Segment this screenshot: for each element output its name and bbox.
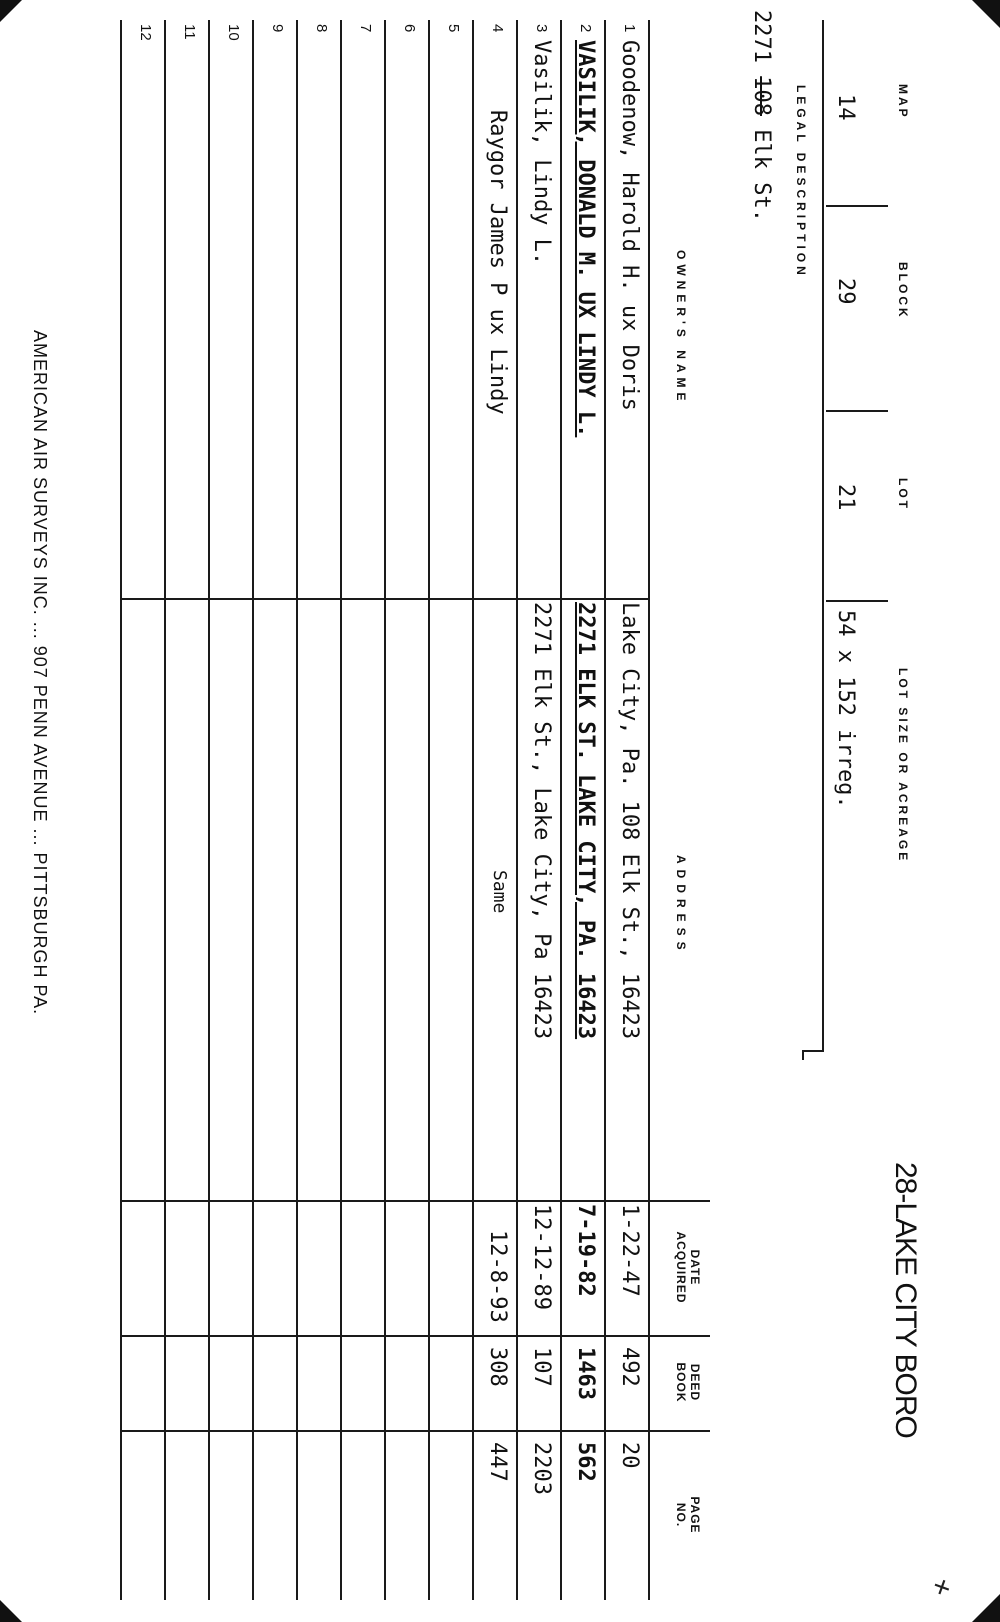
- municipality-title: 28-LAKE CITY BORO: [889, 1162, 922, 1438]
- owner-name: Vasilik, Lindy L.: [529, 40, 554, 266]
- row-number: 2: [577, 24, 594, 33]
- row-number: 3: [533, 24, 550, 33]
- corner-mark: +: [922, 1573, 960, 1601]
- row-divider: [120, 20, 122, 1600]
- column-header-book-line: DEED: [688, 1363, 702, 1402]
- date-acquired: 7-19-82: [573, 1204, 598, 1297]
- row-number: 9: [269, 24, 286, 33]
- date-acquired: 12-8-93: [485, 1230, 510, 1323]
- column-header-date: [674, 1200, 702, 1335]
- corner-tab-top-right: [972, 1594, 1000, 1622]
- map-value: 14: [833, 94, 858, 121]
- page-number: 562: [573, 1442, 598, 1482]
- deed-book: 492: [617, 1347, 642, 1387]
- owner-address: Same: [489, 870, 510, 914]
- owner-address: Lake City, Pa. 108 Elk St., 16423: [617, 602, 642, 1040]
- row-number: 8: [313, 24, 330, 33]
- column-header-date-line: DATE: [688, 1249, 702, 1286]
- column-divider-page: [122, 1430, 710, 1432]
- owner-address: 2271 Elk St., Lake City, Pa 16423: [529, 602, 554, 1040]
- header-divider-1: [826, 205, 888, 207]
- column-divider-address: [122, 598, 650, 600]
- header-end-top: [802, 1050, 804, 1060]
- row-divider: [296, 20, 298, 1600]
- legal-old-number: 108: [749, 76, 774, 116]
- row-divider: [560, 20, 562, 1600]
- column-header-owner: OWNER'S NAME: [674, 250, 688, 406]
- row-divider: [164, 20, 166, 1600]
- row-number: 10: [225, 24, 242, 41]
- header-end-bracket: [802, 1050, 824, 1052]
- owner-name: Goodenow, Harold H. ux Doris: [617, 40, 642, 411]
- column-divider-date: [122, 1200, 710, 1202]
- deed-book: 308: [485, 1347, 510, 1387]
- lot-value: 21: [833, 484, 858, 511]
- lot-size-value: 54 x 152 irreg.: [833, 610, 858, 809]
- column-header-date-line: ACQUIRED: [674, 1231, 688, 1304]
- block-value: 29: [833, 278, 858, 305]
- header-divider-2: [826, 410, 888, 412]
- row-number: 11: [181, 24, 198, 40]
- lot-size-label: LOT SIZE OR ACREAGE: [896, 668, 910, 864]
- row-number: 4: [489, 24, 506, 33]
- row-divider: [516, 20, 518, 1600]
- column-header-address: ADDRESS: [674, 855, 688, 956]
- block-label: BLOCK: [896, 262, 910, 320]
- page-number: 447: [485, 1442, 510, 1482]
- map-label: MAP: [896, 84, 910, 120]
- page-number: 20: [617, 1442, 642, 1469]
- owner-name: VASILIK, DONALD M. UX LINDY L.: [573, 40, 598, 438]
- column-header-page-line: PAGE: [688, 1496, 702, 1534]
- row-number: 1: [621, 24, 638, 33]
- row-divider: [472, 20, 474, 1600]
- corner-tab-bottom-right: [0, 1600, 22, 1622]
- page-number: 2203: [529, 1442, 554, 1495]
- row-divider: [252, 20, 254, 1600]
- corner-tab-top-left: [972, 0, 1000, 28]
- table-header-divider: [648, 20, 650, 1600]
- row-number: 6: [401, 24, 418, 33]
- owner-name: Raygor James P ux Lindy: [485, 110, 510, 415]
- legal-description-label: LEGAL DESCRIPTION: [794, 85, 808, 279]
- date-acquired: 12-12-89: [529, 1204, 554, 1310]
- header-divider-3: [826, 600, 888, 602]
- legal-new-number: 2271: [749, 10, 774, 63]
- legal-street: Elk St.: [749, 129, 774, 222]
- row-divider: [384, 20, 386, 1600]
- row-number: 12: [137, 24, 154, 41]
- row-divider: [428, 20, 430, 1600]
- column-header-book: [674, 1335, 702, 1430]
- header-baseline: [822, 20, 824, 1050]
- lot-label: LOT: [896, 478, 910, 511]
- column-header-page: [674, 1430, 702, 1600]
- deed-book: 1463: [573, 1347, 598, 1400]
- column-header-book-line: BOOK: [674, 1362, 688, 1403]
- row-divider: [208, 20, 210, 1600]
- row-divider: [604, 20, 606, 1600]
- row-number: 7: [357, 24, 374, 33]
- row-divider: [340, 20, 342, 1600]
- row-number: 5: [445, 24, 462, 33]
- column-divider-book: [122, 1335, 710, 1337]
- date-acquired: 1-22-47: [617, 1204, 642, 1297]
- footer-publisher: AMERICAN AIR SURVEYS INC. ... 907 PENN AVENUE ... PITTSBURGH PA.: [30, 330, 50, 1016]
- column-header-page-line: NO.: [674, 1502, 688, 1528]
- legal-description-line: [749, 10, 774, 222]
- deed-book: 107: [529, 1347, 554, 1387]
- corner-tab-bottom-left: [0, 0, 22, 22]
- owner-address: 2271 ELK ST. LAKE CITY, PA. 16423: [573, 602, 598, 1040]
